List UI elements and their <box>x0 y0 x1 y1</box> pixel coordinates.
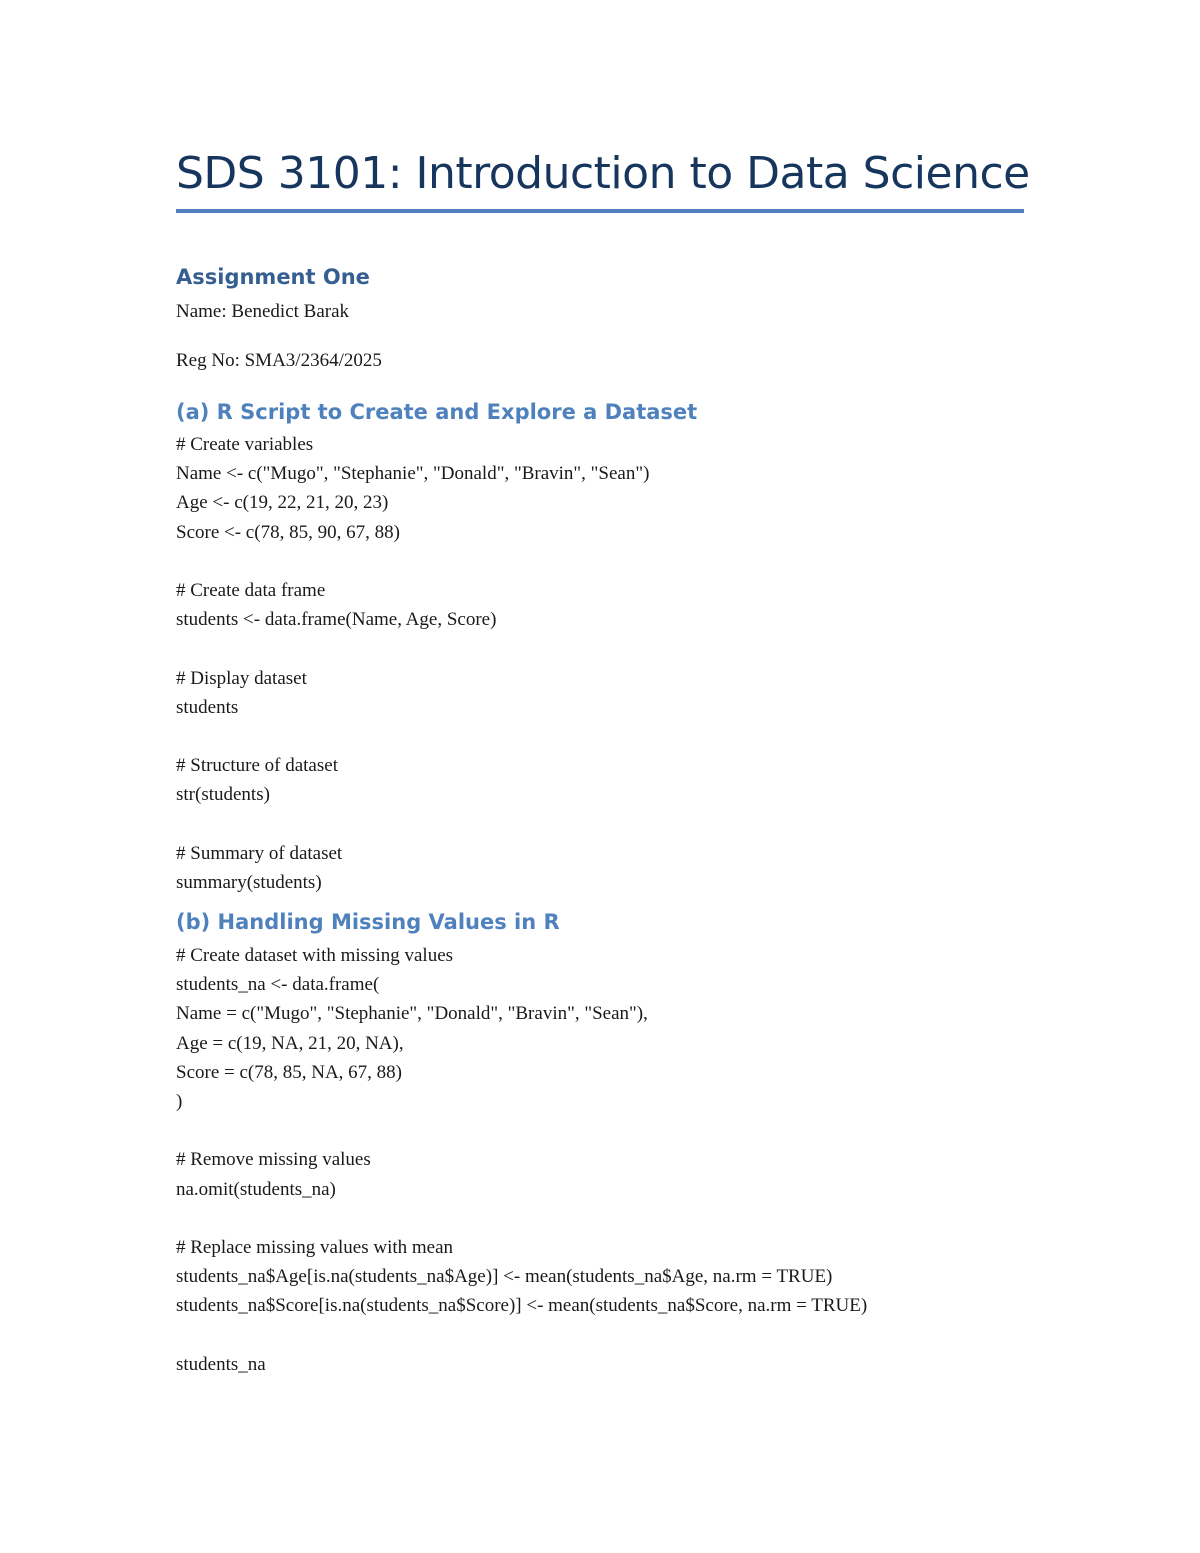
code-line: na.omit(students_na) <box>176 1178 336 1200</box>
code-line <box>176 722 649 751</box>
code-line <box>176 1320 867 1349</box>
code-line: Name = c("Mugo", "Stephanie", "Donald", "Bravin", "Sean"), <box>176 1003 648 1025</box>
code-line: students_na$Score[is.na(students_na$Score)] <- mean(students_na$Score, na.rm = TRUE) <box>176 1295 868 1317</box>
code-line: Name <- c("Mugo", "Stephanie", "Donald", "Bravin", "Sean") <box>176 463 650 485</box>
code-line: # Create data frame <box>176 579 326 601</box>
code-line: summary(students) <box>176 871 322 893</box>
code-line: Age = c(19, NA, 21, 20, NA), <box>176 1032 404 1054</box>
code-line: students_na$Age[is.na(students_na$Age)] <- mean(students_na$Age, na.rm = TRUE) <box>176 1266 833 1288</box>
code-line <box>176 634 649 663</box>
section-b-code <box>176 941 867 1379</box>
title-underline <box>176 209 1024 213</box>
section-a-heading: (a) R Script to Create and Explore a Dataset <box>176 400 698 424</box>
code-line: # Replace missing values with mean <box>176 1236 454 1258</box>
code-line <box>176 809 649 838</box>
code-line: # Display dataset <box>176 667 307 689</box>
code-line: Score <- c(78, 85, 90, 67, 88) <box>176 521 400 543</box>
code-line: students <box>176 696 239 718</box>
student-name: Name: Benedict Barak <box>176 301 350 322</box>
code-line: # Summary of dataset <box>176 842 343 864</box>
registration-number: Reg No: SMA3/2364/2025 <box>176 350 382 371</box>
assignment-heading: Assignment One <box>176 265 370 289</box>
code-line: str(students) <box>176 784 270 806</box>
code-line: # Structure of dataset <box>176 755 338 777</box>
section-a-code <box>176 430 649 897</box>
code-line: students_na <box>176 1353 266 1375</box>
section-b-heading: (b) Handling Missing Values in R <box>176 910 560 934</box>
code-line <box>176 547 649 576</box>
code-line <box>176 1116 867 1145</box>
code-line: # Create dataset with missing values <box>176 945 454 966</box>
code-line: Score = c(78, 85, NA, 67, 88) <box>176 1061 403 1083</box>
document-title: SDS 3101: Introduction to Data Science <box>176 148 1030 199</box>
code-line: # Create variables <box>176 434 314 455</box>
code-line: ) <box>176 1090 183 1112</box>
code-line: # Remove missing values <box>176 1149 371 1171</box>
code-line: students <- data.frame(Name, Age, Score) <box>176 609 497 631</box>
code-line: Age <- c(19, 22, 21, 20, 23) <box>176 492 389 514</box>
code-line: students_na <- data.frame( <box>176 974 380 996</box>
code-line <box>176 1204 867 1233</box>
